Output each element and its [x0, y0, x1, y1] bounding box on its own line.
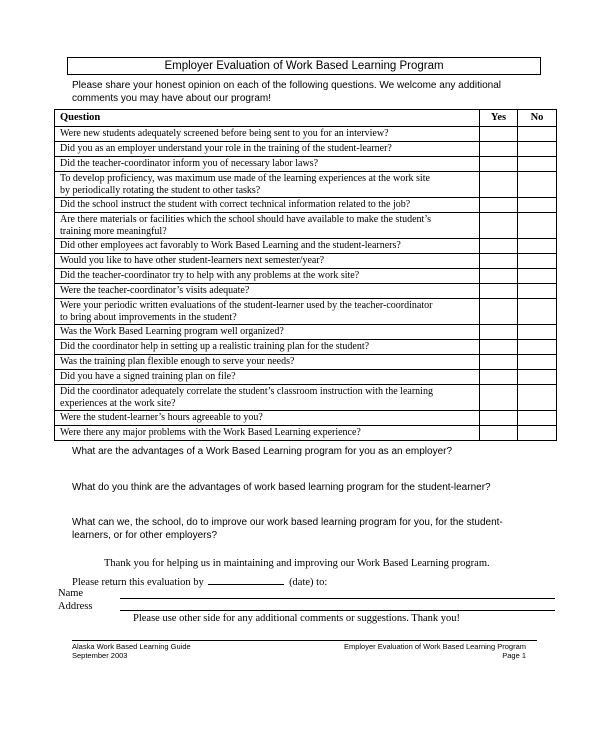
- yes-answer-cell[interactable]: [480, 198, 518, 213]
- question-row: [55, 284, 557, 299]
- question-row: [55, 340, 557, 355]
- no-column-header: No: [518, 110, 557, 127]
- footer-right: [320, 642, 526, 660]
- no-answer-cell[interactable]: [518, 127, 557, 142]
- open-question-student-advantages: What do you think are the advantages of work based learning program for the student-learner?: [72, 482, 491, 493]
- yes-answer-cell[interactable]: [480, 284, 518, 299]
- question-line: Did you as an employer understand your role in the training of the student-learner?: [60, 143, 392, 155]
- return-instruction: [72, 574, 327, 588]
- question-line: Did the teacher-coordinator inform you of necessary labor laws?: [60, 158, 319, 170]
- question-line: Did the coordinator help in setting up a realistic training plan for the student?: [60, 341, 370, 353]
- name-label: Name: [58, 588, 84, 599]
- no-answer-cell[interactable]: [518, 142, 557, 157]
- questions-table: [54, 109, 557, 441]
- question-row: [55, 355, 557, 370]
- question-line: Did the coordinator adequately correlate the student’s classroom instruction with the learning: [60, 386, 433, 397]
- yes-answer-cell[interactable]: [480, 385, 518, 411]
- address-field-line[interactable]: [120, 610, 555, 611]
- open-question-improvements: [72, 517, 542, 542]
- no-answer-cell[interactable]: [518, 299, 557, 325]
- no-answer-cell[interactable]: [518, 284, 557, 299]
- question-row: [55, 411, 557, 426]
- intro-line-2: comments you may have about our program!: [72, 92, 271, 104]
- question-line: To develop proficiency, was maximum use made of the learning experiences at the work site: [60, 173, 430, 184]
- question-line: Did the teacher-coordinator try to help with any problems at the work site?: [60, 270, 360, 282]
- question-text: [55, 269, 480, 284]
- no-answer-cell[interactable]: [518, 269, 557, 284]
- return-date-field[interactable]: [208, 574, 284, 585]
- question-line: Would you like to have other student-learners next semester/year?: [60, 255, 325, 267]
- no-answer-cell[interactable]: [518, 198, 557, 213]
- question-text: [55, 411, 480, 426]
- intro-line-1: Please share your honest opinion on each of the following questions. We welcome any additional: [72, 80, 501, 91]
- question-column-header: Question: [55, 110, 480, 127]
- question-text: [55, 355, 480, 370]
- question-row: [55, 370, 557, 385]
- question-line: Did other employees act favorably to Work Based Learning and the student-learners?: [60, 240, 401, 252]
- no-answer-cell[interactable]: [518, 239, 557, 254]
- return-prefix: Please return this evaluation by: [72, 577, 204, 588]
- question-line: training more meaningful?: [60, 225, 167, 237]
- question-text: [55, 370, 480, 385]
- question-line: to bring about improvements in the student?: [60, 311, 237, 323]
- question-text: [55, 340, 480, 355]
- footer-date: September 2003: [72, 651, 128, 660]
- question-line: experiences at the work site?: [60, 397, 176, 409]
- question-line: Was the training plan flexible enough to serve your needs?: [60, 356, 295, 368]
- question-row: [55, 127, 557, 142]
- no-answer-cell[interactable]: [518, 385, 557, 411]
- no-answer-cell[interactable]: [518, 254, 557, 269]
- no-answer-cell[interactable]: [518, 172, 557, 198]
- question-row: [55, 142, 557, 157]
- question-text: [55, 254, 480, 269]
- question-row: [55, 213, 557, 239]
- yes-answer-cell[interactable]: [480, 426, 518, 441]
- yes-answer-cell[interactable]: [480, 157, 518, 172]
- additional-comments-note: Please use other side for any additional comments or suggestions. Thank you!: [133, 613, 460, 624]
- open-question-improvements-line-1: What can we, the school, do to improve our work based learning program for you, for the student-: [72, 517, 503, 528]
- no-answer-cell[interactable]: [518, 157, 557, 172]
- yes-answer-cell[interactable]: [480, 325, 518, 340]
- question-row: [55, 426, 557, 441]
- thank-you-text: Thank you for helping us in maintaining and improving our Work Based Learning program.: [104, 558, 490, 569]
- question-row: [55, 157, 557, 172]
- question-text: [55, 284, 480, 299]
- address-label: Address: [58, 601, 93, 612]
- question-text: [55, 172, 480, 198]
- yes-answer-cell[interactable]: [480, 254, 518, 269]
- question-row: [55, 325, 557, 340]
- question-row: [55, 299, 557, 325]
- question-line: Did you have a signed training plan on file?: [60, 371, 236, 383]
- intro-text: [72, 80, 542, 105]
- yes-column-header: Yes: [480, 110, 518, 127]
- question-text: [55, 127, 480, 142]
- question-line: Was the Work Based Learning program well organized?: [60, 326, 284, 338]
- yes-answer-cell[interactable]: [480, 239, 518, 254]
- question-line: Are there materials or facilities which the school should have available to make the student’s: [60, 214, 431, 225]
- question-text: [55, 426, 480, 441]
- no-answer-cell[interactable]: [518, 426, 557, 441]
- questions-body: [55, 127, 557, 441]
- question-line: Were there any major problems with the Work Based Learning experience?: [60, 427, 361, 439]
- yes-answer-cell[interactable]: [480, 355, 518, 370]
- question-row: [55, 254, 557, 269]
- footer-left: [72, 642, 191, 660]
- no-answer-cell[interactable]: [518, 355, 557, 370]
- yes-answer-cell[interactable]: [480, 340, 518, 355]
- question-text: [55, 157, 480, 172]
- return-suffix: (date) to:: [289, 577, 328, 588]
- question-text: [55, 213, 480, 239]
- question-row: [55, 198, 557, 213]
- question-line: Were the student-learner’s hours agreeable to you?: [60, 412, 263, 424]
- question-text: [55, 142, 480, 157]
- yes-answer-cell[interactable]: [480, 127, 518, 142]
- question-text: [55, 325, 480, 340]
- question-line: Were new students adequately screened before being sent to you for an interview?: [60, 128, 389, 140]
- no-answer-cell[interactable]: [518, 340, 557, 355]
- yes-answer-cell[interactable]: [480, 172, 518, 198]
- no-answer-cell[interactable]: [518, 411, 557, 426]
- question-row: [55, 385, 557, 411]
- yes-answer-cell[interactable]: [480, 299, 518, 325]
- form-title: Employer Evaluation of Work Based Learning Program: [67, 57, 541, 75]
- question-text: [55, 299, 480, 325]
- footer-page-number: Page 1: [502, 651, 526, 660]
- no-answer-cell[interactable]: [518, 213, 557, 239]
- yes-answer-cell[interactable]: [480, 142, 518, 157]
- question-row: [55, 239, 557, 254]
- footer-guide-name: Alaska Work Based Learning Guide: [72, 642, 191, 651]
- question-row: [55, 269, 557, 284]
- question-row: [55, 172, 557, 198]
- question-text: [55, 198, 480, 213]
- question-text: [55, 239, 480, 254]
- question-line: Did the school instruct the student with correct technical information related to the job?: [60, 199, 411, 211]
- yes-answer-cell[interactable]: [480, 411, 518, 426]
- yes-answer-cell[interactable]: [480, 370, 518, 385]
- open-question-improvements-line-2: learners, or for other employers?: [72, 529, 218, 541]
- question-line: Were your periodic written evaluations of the student-learner used by the teacher-coordinator: [60, 300, 433, 311]
- footer-divider: [72, 640, 537, 641]
- no-answer-cell[interactable]: [518, 325, 557, 340]
- footer-document-title: Employer Evaluation of Work Based Learning Program: [343, 642, 526, 651]
- open-question-employer-advantages: What are the advantages of a Work Based Learning program for you as an employer?: [72, 446, 453, 457]
- question-line: Were the teacher-coordinator’s visits adequate?: [60, 285, 250, 297]
- question-text: [55, 385, 480, 411]
- yes-answer-cell[interactable]: [480, 269, 518, 284]
- question-line: by periodically rotating the student to other tasks?: [60, 184, 261, 196]
- no-answer-cell[interactable]: [518, 370, 557, 385]
- yes-answer-cell[interactable]: [480, 213, 518, 239]
- name-field-line[interactable]: [120, 598, 555, 599]
